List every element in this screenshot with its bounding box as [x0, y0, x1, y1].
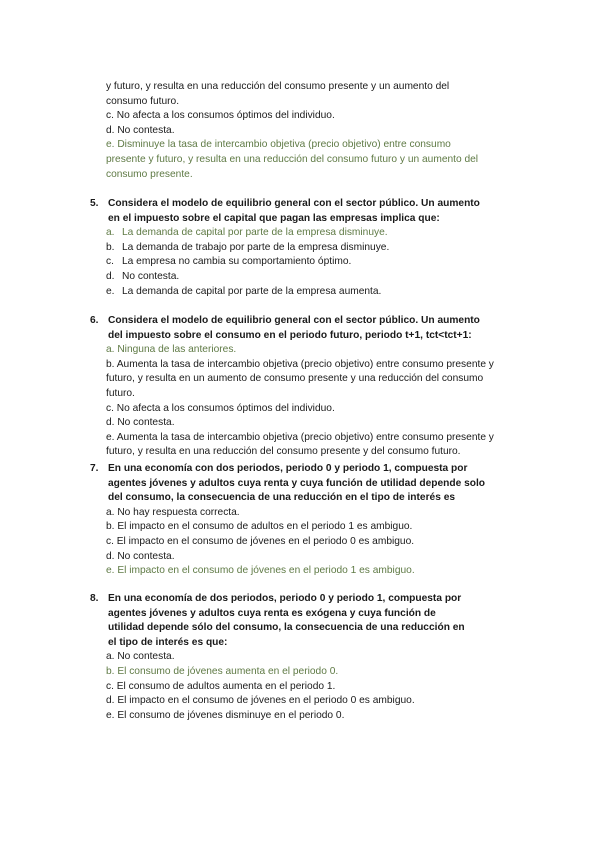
option-text: La demanda de capital por parte de la empresa disminuye.	[122, 227, 388, 239]
option-d	[106, 270, 530, 285]
option-text: La demanda de capital por parte de la empresa aumenta.	[122, 285, 382, 297]
continuation-line: consumo futuro.	[106, 95, 180, 107]
question-line: agentes jóvenes y adultos cuya renta y cuya función de utilidad depende solo	[108, 477, 486, 489]
option-line: futuro, y resulta en un aumento de consumo presente y una reducción del consumo	[106, 373, 484, 385]
question-number: 7.	[90, 463, 99, 474]
question-number: 6.	[90, 315, 99, 326]
question-line: Considera el modelo de equilibrio general con el sector público. Un aumento	[108, 315, 480, 326]
option-e	[106, 285, 530, 300]
option-line: presente y futuro, y resulta en una reducción del consumo futuro y un aumento del	[106, 153, 479, 165]
question-6	[90, 314, 530, 460]
continuation-line: y futuro, y resulta en una reducción del consumo presente y un aumento del	[106, 81, 450, 92]
question-line: del consumo, la consecuencia de una reducción en el tipo de interés es	[108, 492, 456, 504]
option-d: d. No contesta.	[106, 417, 175, 429]
option-b: b. El impacto en el consumo de adultos en el periodo 1 es ambiguo.	[106, 521, 413, 533]
option-e-correct: e. El impacto en el consumo de jóvenes en el periodo 1 es ambiguo.	[106, 565, 415, 577]
question-line: el tipo de interés es que:	[108, 636, 228, 648]
question-line: En una economía con dos periodos, periodo 0 y periodo 1, compuesta por	[108, 463, 468, 474]
option-b-correct: b. El consumo de jóvenes aumenta en el periodo 0.	[106, 665, 339, 677]
question-line: utilidad depende sólo del consumo, la consecuencia de una reducción en	[108, 622, 465, 634]
question-line: Considera el modelo de equilibrio general con el sector público. Un aumento	[108, 198, 480, 209]
question-5	[90, 197, 530, 299]
option-d: d. No contesta.	[106, 124, 175, 136]
option-line: consumo presente.	[106, 168, 193, 180]
option-text: La empresa no cambia su comportamiento óptimo.	[122, 256, 352, 268]
option-c: c. No afecta a los consumos óptimos del individuo.	[106, 110, 335, 122]
option-c	[106, 255, 530, 270]
option-e-correct	[106, 138, 526, 182]
question-line: agentes jóvenes y adultos cuya renta es exógena y cuya función de	[108, 607, 436, 619]
question-8	[90, 592, 530, 723]
question-7	[90, 462, 530, 579]
question-text	[90, 314, 530, 343]
option-text: No contesta.	[122, 270, 180, 282]
option-letter: d.	[106, 270, 115, 282]
option-a-correct	[106, 226, 530, 241]
options-list	[90, 506, 530, 579]
previous-question-continuation	[106, 80, 526, 182]
option-letter: a.	[106, 227, 115, 239]
question-text	[90, 592, 530, 650]
option-c: c. El consumo de adultos aumenta en el periodo 1.	[106, 680, 336, 692]
question-number: 8.	[90, 593, 99, 604]
options-list	[90, 226, 530, 299]
option-a-correct: a. Ninguna de las anteriores.	[106, 344, 237, 356]
question-text	[90, 462, 530, 506]
options-list	[90, 343, 530, 460]
options-list	[90, 650, 530, 723]
option-line: futuro.	[106, 387, 135, 399]
option-line: futuro, y resulta en una reducción del consumo presente y del consumo futuro.	[106, 446, 461, 458]
option-e: e. El consumo de jóvenes disminuye en el periodo 0.	[106, 709, 345, 721]
question-line: en el impuesto sobre el capital que pagan las empresas implica que:	[108, 212, 440, 224]
option-d: d. El impacto en el consumo de jóvenes en el periodo 0 es ambiguo.	[106, 695, 415, 707]
option-letter: c.	[106, 256, 114, 268]
option-b	[106, 241, 530, 256]
question-number: 5.	[90, 198, 99, 209]
option-a: a. No contesta.	[106, 651, 175, 663]
option-text: La demanda de trabajo por parte de la empresa disminuye.	[122, 241, 390, 253]
option-line: b. Aumenta la tasa de intercambio objetiva (precio objetivo) entre consumo presente y	[106, 358, 494, 370]
option-line: e. Aumenta la tasa de intercambio objetiva (precio objetivo) entre consumo presente y	[106, 431, 494, 443]
question-line: En una economía de dos periodos, periodo 0 y periodo 1, compuesta por	[108, 593, 462, 604]
option-a: a. No hay respuesta correcta.	[106, 506, 240, 518]
option-c: c. El impacto en el consumo de jóvenes en el periodo 0 es ambiguo.	[106, 535, 415, 547]
option-letter: b.	[106, 241, 115, 253]
question-line: del impuesto sobre el consumo en el periodo futuro, periodo t+1, tct<tct+1:	[108, 329, 472, 341]
option-line: e. Disminuye la tasa de intercambio objetiva (precio objetivo) entre consumo	[106, 139, 451, 151]
option-b	[106, 358, 530, 402]
option-d: d. No contesta.	[106, 550, 175, 562]
option-e	[106, 431, 530, 460]
option-letter: e.	[106, 285, 115, 297]
option-c: c. No afecta a los consumos óptimos del individuo.	[106, 402, 335, 414]
question-text	[90, 197, 530, 226]
